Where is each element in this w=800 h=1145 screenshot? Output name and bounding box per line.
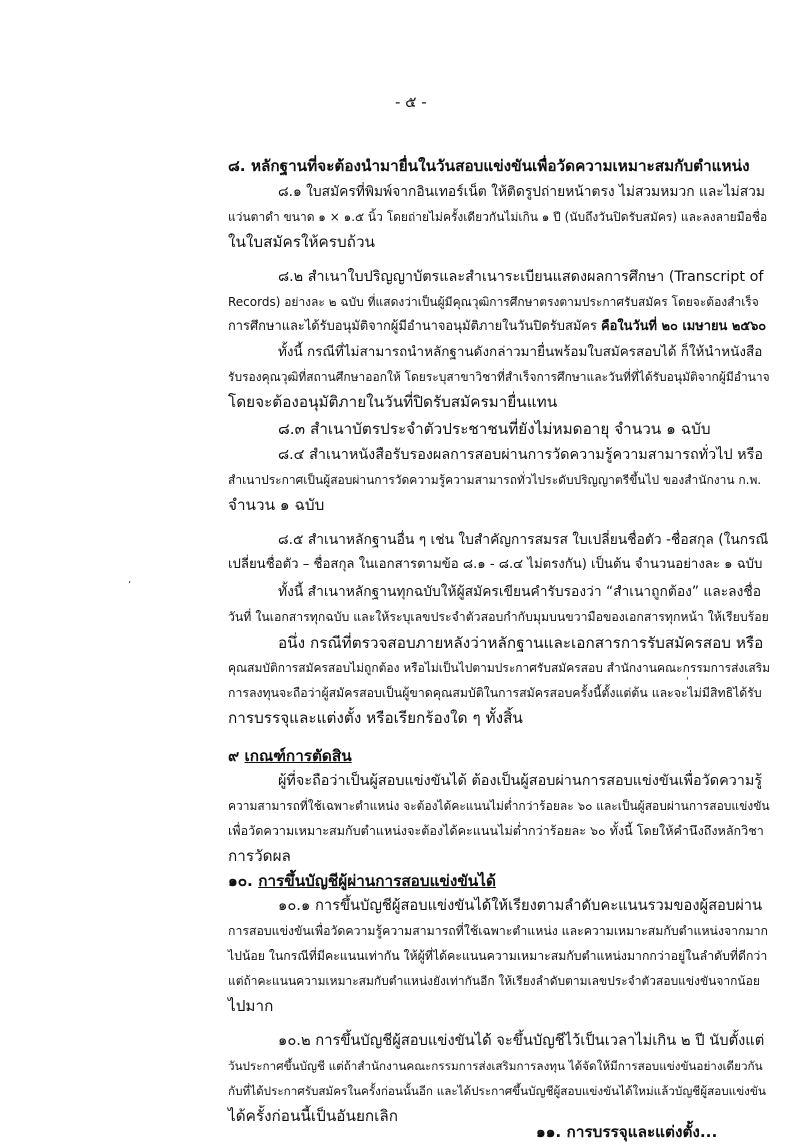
- section-9-number: ๙: [228, 747, 240, 765]
- section-10-heading: [228, 871, 496, 891]
- item-8-7-line-3: การลงทุนจะถือว่าผู้สมัครสอบเป็นผู้ขาดคุณสมบัติในการสมัครสอบครั้งนี้ตั้งแต่ต้น และจะไม่มีสิทธิได้รับ: [228, 686, 762, 700]
- page-number: - ๕ -: [395, 93, 427, 111]
- item-10-2-line-3: กับที่ได้ประกาศรับสมัครในครั้งก่อนนั้นอีก และได้ประกาศขึ้นบัญชีผู้สอบแข่งขันได้ใหม่แล้วบัญชีผู้สอบแข่งขัน: [228, 1084, 766, 1098]
- item-8-5-line-1: ๘.๕ สำเนาหลักฐานอื่น ๆ เช่น ใบสำคัญการสมรส ใบเปลี่ยนชื่อตัว -ชื่อสกุล (ในกรณี: [278, 532, 769, 548]
- item-8-5-line-2: เปลี่ยนชื่อตัว – ชื่อสกุล ในเอกสารตามข้อ ๘.๑ - ๘.๔ ไม่ตรงกัน) เป็นต้น จำนวนอย่างละ ๑ ฉบับ: [228, 557, 763, 572]
- item-8-4-line-3: จำนวน ๑ ฉบับ: [228, 496, 325, 514]
- section-9-heading: [228, 746, 352, 766]
- item-8-2-line-1: ๘.๒ สำเนาใบปริญญาบัตรและสำเนาระเบียนแสดงผลการศึกษา (Transcript of: [278, 269, 764, 285]
- item-10-1-line-3: ไปน้อย ในกรณีที่มีคะแนนเท่ากัน ให้ผู้ที่ได้คะแนนความเหมาะสมกับตำแหน่งมากกว่าอยู่ในลำดับที่ดีกว่า: [228, 949, 768, 963]
- stray-mark-2: ': [686, 676, 689, 687]
- item-8-4-line-1: ๘.๔ สำเนาหนังสือรับรองผลการสอบผ่านการวัดความรู้ความสามารถทั่วไป หรือ: [278, 447, 764, 463]
- next-section-continuation: ๑๑. การบรรจุและแต่งตั้ง...: [536, 1123, 718, 1141]
- item-8-1-line-2: แว่นตาดำ ขนาด ๑ × ๑.๕ นิ้ว โดยถ่ายไม่ครั้งเดียวกันไม่เกิน ๑ ปี (นับถึงวันปิดรับสมัคร) และลงลายมือชื่อ: [228, 210, 768, 224]
- item-8-7-line-4: การบรรจุและแต่งตั้ง หรือเรียกร้องใด ๆ ทั้งสิ้น: [228, 709, 523, 727]
- stray-mark: ’: [128, 580, 132, 591]
- item-8-6-line-1: ทั้งนี้ สำเนาหลักฐานทุกฉบับให้ผู้สมัครเขียนคำรับรองว่า “สำเนาถูกต้อง” และลงชื่อ: [278, 584, 761, 600]
- item-10-2-line-4: ได้ครั้งก่อนนี้เป็นอันยกเลิก: [228, 1107, 399, 1125]
- item-8-1-line-3: ในใบสมัครให้ครบถ้วน: [228, 233, 375, 251]
- item-8-6-line-2: วันที่ ในเอกสารทุกฉบับ และให้ระบุเลขประจำตัวสอบกำกับมุมบนขวามือของเอกสารทุกหน้า ให้เรียบร้อย: [228, 610, 769, 624]
- section-9-line-3: เพื่อวัดความเหมาะสมกับตำแหน่งจะต้องได้คะแนนไม่ต่ำกว่าร้อยละ ๖๐ ทั้งนี้ โดยให้คำนึงถึงหลักวิชา: [228, 823, 764, 838]
- item-8-4-line-2: สำเนาประกาศเป็นผู้สอบผ่านการวัดความรู้ความสามารถทั่วไประดับปริญญาตรีขึ้นไป ของสำนักงาน ก.พ.: [228, 473, 762, 487]
- item-8-2-note-line-3: โดยจะต้องอนุมัติภายในวันที่ปิดรับสมัครมายื่นแทน: [228, 393, 558, 411]
- section-10-title: การขึ้นบัญชีผู้ผ่านการสอบแข่งขันได้: [258, 872, 496, 890]
- section-9-line-2: ความสามารถที่ใช้เฉพาะตำแหน่ง จะต้องได้คะแนนไม่ต่ำกว่าร้อยละ ๖๐ และเป็นผู้สอบผ่านการสอบแข่งขัน: [228, 799, 770, 813]
- item-8-2-note-line-1: ทั้งนี้ กรณีที่ไม่สามารถนำหลักฐานดังกล่าวมายื่นพร้อมใบสมัครสอบได้ ก็ให้นำหนังสือ: [278, 344, 763, 360]
- item-10-2-line-2: วันประกาศขึ้นบัญชี แต่ถ้าสำนักงานคณะกรรมการส่งเสริมการลงทุน ได้จัดให้มีการสอบแข่งขันอย่างเดียวกัน: [228, 1059, 763, 1073]
- item-8-2-line-3-text: การศึกษาและได้รับอนุมัติจากผู้มีอำนาจอนุมัติภายในวันปิดรับสมัคร: [228, 319, 597, 334]
- item-10-1-line-2: การสอบแข่งขันเพื่อวัดความรู้ความสามารถที่ใช้เฉพาะตำแหน่ง และความเหมาะสมกับตำแหน่งจากมาก: [228, 924, 768, 938]
- item-10-1-line-1: ๑๐.๑ การขึ้นบัญชีผู้สอบแข่งขันได้ให้เรียงตามลำดับคะแนนรวมของผู้สอบผ่าน: [278, 897, 763, 914]
- section-10-number: ๑๐.: [228, 872, 253, 890]
- item-8-2-note-line-2: รับรองคุณวุฒิที่สถานศึกษาออกให้ โดยระบุสาขาวิชาที่สำเร็จการศึกษาและวันที่ที่ได้รับอนุมัติจากผู้มีอำนาจ: [228, 370, 770, 384]
- item-8-2-line-2: Records) อย่างละ ๒ ฉบับ ที่แสดงว่าเป็นผู้มีคุณวุฒิการศึกษาตรงตามประกาศรับสมัคร โดยจะต้องสำเร็จ: [228, 295, 759, 309]
- item-8-7-line-2: คุณสมบัติการสมัครสอบไม่ถูกต้อง หรือไม่เป็นไปตามประกาศรับสมัครสอบ สำนักงานคณะกรรมการส่งเสริม: [228, 661, 771, 675]
- item-8-2-line-3: [228, 317, 766, 337]
- section-9-line-1: ผู้ที่จะถือว่าเป็นผู้สอบแข่งขันได้ ต้องเป็นผู้สอบผ่านการสอบแข่งขันเพื่อวัดความรู้: [278, 773, 763, 789]
- item-8-1-line-1: ๘.๑ ใบสมัครที่พิมพ์จากอินเทอร์เน็ต ให้ติดรูปถ่ายหน้าตรง ไม่สวมหมวก และไม่สวม: [278, 184, 766, 200]
- closing-date: คือในวันที่ ๒๐ เมษายน ๒๕๖๐: [600, 319, 767, 334]
- section-8-heading: ๘. หลักฐานที่จะต้องนำมายื่นในวันสอบแข่งขันเพื่อวัดความเหมาะสมกับตำแหน่ง: [228, 157, 750, 175]
- item-10-1-line-5: ไปมาก: [228, 997, 274, 1015]
- item-8-3: ๘.๓ สำเนาบัตรประจำตัวประชาชนที่ยังไม่หมดอายุ จำนวน ๑ ฉบับ: [278, 420, 711, 438]
- item-10-2-line-1: ๑๐.๒ การขึ้นบัญชีผู้สอบแข่งขันได้ จะขึ้นบัญชีไว้เป็นเวลาไม่เกิน ๒ ปี นับตั้งแต่: [278, 1032, 765, 1049]
- item-8-7-line-1: อนึ่ง กรณีที่ตรวจสอบภายหลังว่าหลักฐานและเอกสารการรับสมัครสอบ หรือ: [278, 634, 764, 652]
- section-9-line-4: การวัดผล: [228, 847, 291, 865]
- item-10-1-line-4: แต่ถ้าคะแนนความเหมาะสมกับตำแหน่งยังเท่ากันอีก ให้เรียงลำดับตามเลขประจำตัวสอบแข่งขันจากน้อย: [228, 974, 760, 988]
- section-9-title: เกณฑ์การตัดสิน: [244, 747, 352, 765]
